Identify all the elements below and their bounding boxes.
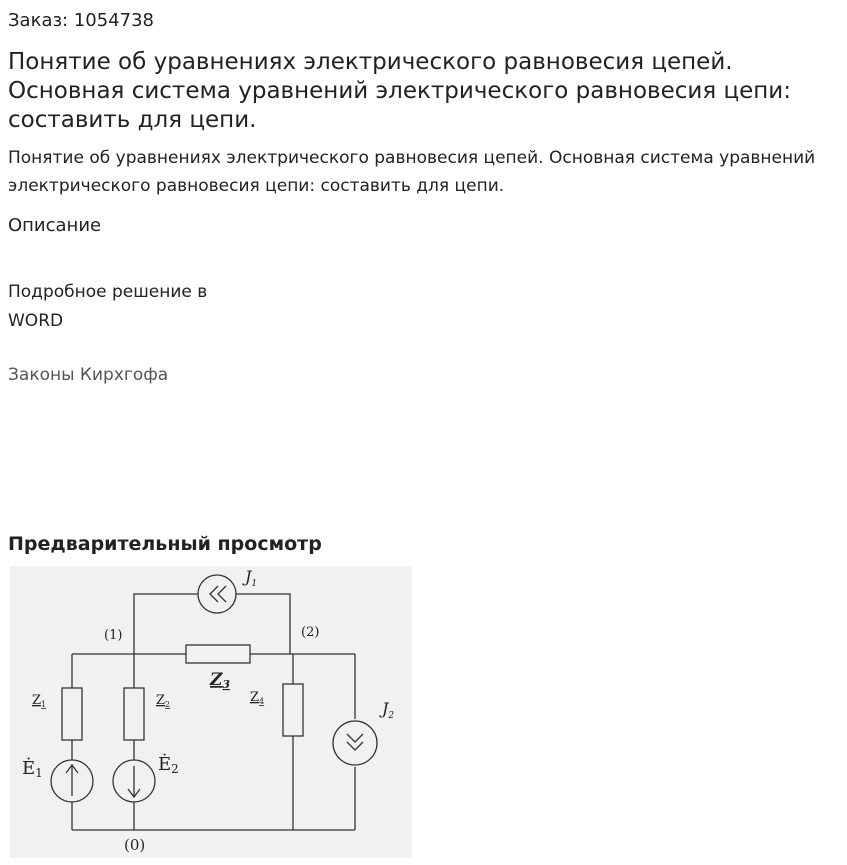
node-label-2: (2) bbox=[301, 625, 320, 640]
resistor-z4 bbox=[283, 684, 303, 736]
solution-line-1: Подробное решение в bbox=[8, 282, 208, 302]
arrow-j2-1 bbox=[347, 734, 363, 742]
label-e2: Ė2 bbox=[158, 754, 179, 776]
label-z1: $Z_1$ bbox=[32, 693, 47, 709]
source-j2 bbox=[333, 721, 377, 765]
task-description: Понятие об уравнениях электрического равновесия цепей. Основная система уравнений электрического равновесия цепи: составить для цепи. bbox=[8, 148, 816, 196]
node-label-1: (1) bbox=[104, 628, 123, 643]
order-number: Заказ: 1054738 bbox=[8, 10, 154, 31]
source-j1 bbox=[198, 575, 236, 613]
section-heading-description: Описание bbox=[8, 215, 102, 236]
label-j2: $J_2$ bbox=[382, 699, 395, 721]
arrow-j2-2 bbox=[347, 742, 363, 750]
solution-info bbox=[8, 278, 268, 336]
label-e1: Ė1 bbox=[22, 758, 43, 780]
resistor-z3 bbox=[186, 645, 250, 663]
page-title: Понятие об уравнениях электрического равновесия цепей. Основная система уравнений электрического равновесия цепи: составить для цепи. bbox=[8, 49, 791, 133]
node-label-0: (0) bbox=[124, 836, 146, 854]
label-z4: $Z_4$ bbox=[250, 690, 265, 706]
resistor-z2 bbox=[124, 688, 144, 740]
kirchhoff-laws-link[interactable]: Законы Кирхгофа bbox=[8, 365, 169, 385]
resistor-z1 bbox=[62, 688, 82, 740]
label-z3: Z3 bbox=[210, 670, 231, 691]
circuit-diagram bbox=[10, 566, 412, 858]
label-j1: $J_1$ bbox=[245, 567, 258, 589]
circuit-preview-image bbox=[10, 566, 412, 858]
arrow-j1-2 bbox=[218, 586, 226, 602]
label-z2: $Z_2$ bbox=[156, 693, 171, 709]
arrow-j1-1 bbox=[210, 586, 218, 602]
preview-heading: Предварительный просмотр bbox=[8, 533, 322, 555]
solution-line-2: WORD bbox=[8, 311, 64, 331]
